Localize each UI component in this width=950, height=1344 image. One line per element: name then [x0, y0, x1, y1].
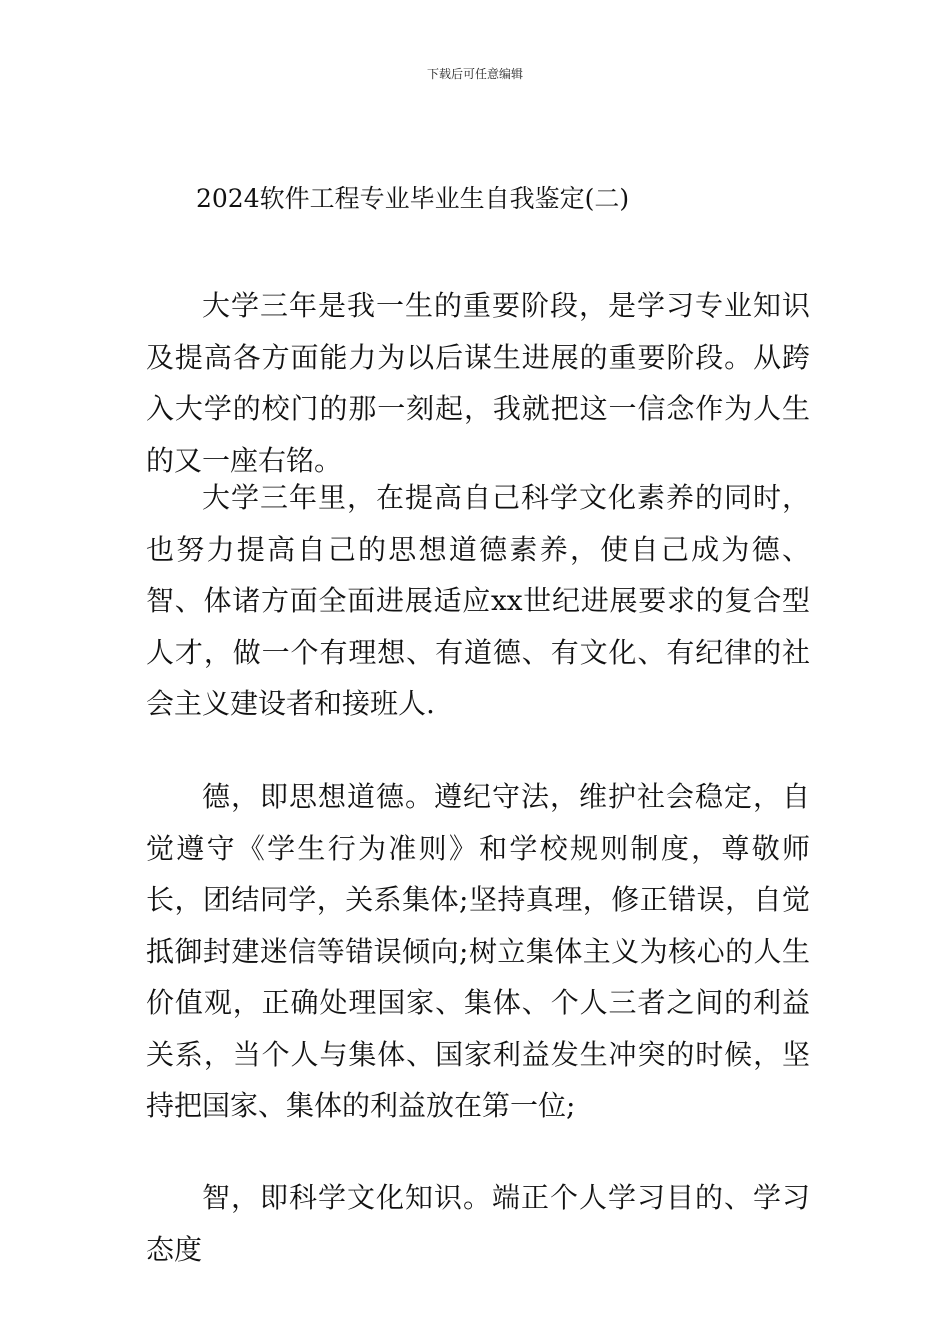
page-header-note: 下载后可任意编辑 — [426, 67, 523, 81]
paragraph-intro: 大学三年是我一生的重要阶段，是学习专业知识及提高各方面能力为以后谋生进展的重要阶段。从跨入大学的校门的那一刻起，我就把这一信念作为人生的又一座右铭。 — [146, 289, 810, 477]
paragraph-block — [146, 472, 810, 730]
paragraph-block — [146, 771, 810, 1132]
paragraph-block — [146, 1172, 810, 1275]
paragraph-morality: 德，即思想道德。遵纪守法，维护社会稳定，自觉遵守《学生行为准则》和学校规则制度，尊敬师长，团结同学，关系集体;坚持真理，修正错误，自觉抵御封建迷信等错误倾向;树立集体主义为核心的人生价值观，正确处理国家、集体、个人三者之间的利益关系，当个人与集体、国家利益发生冲突的时候，坚持把国家、集体的利益放在第一位; — [146, 780, 810, 1122]
document-title: 2024软件工程专业毕业生自我鉴定(二) — [196, 184, 630, 213]
paragraph-block — [146, 280, 810, 486]
paragraph-goals: 大学三年里，在提高自己科学文化素养的同时，也努力提高自己的思想道德素养，使自己成为德、智、体诸方面全面进展适应xx世纪进展要求的复合型人才，做一个有理想、有道德、有文化、有纪律的社会主义建设者和接班人. — [146, 481, 810, 720]
paragraph-knowledge: 智，即科学文化知识。端正个人学习目的、学习态度 — [146, 1181, 810, 1266]
